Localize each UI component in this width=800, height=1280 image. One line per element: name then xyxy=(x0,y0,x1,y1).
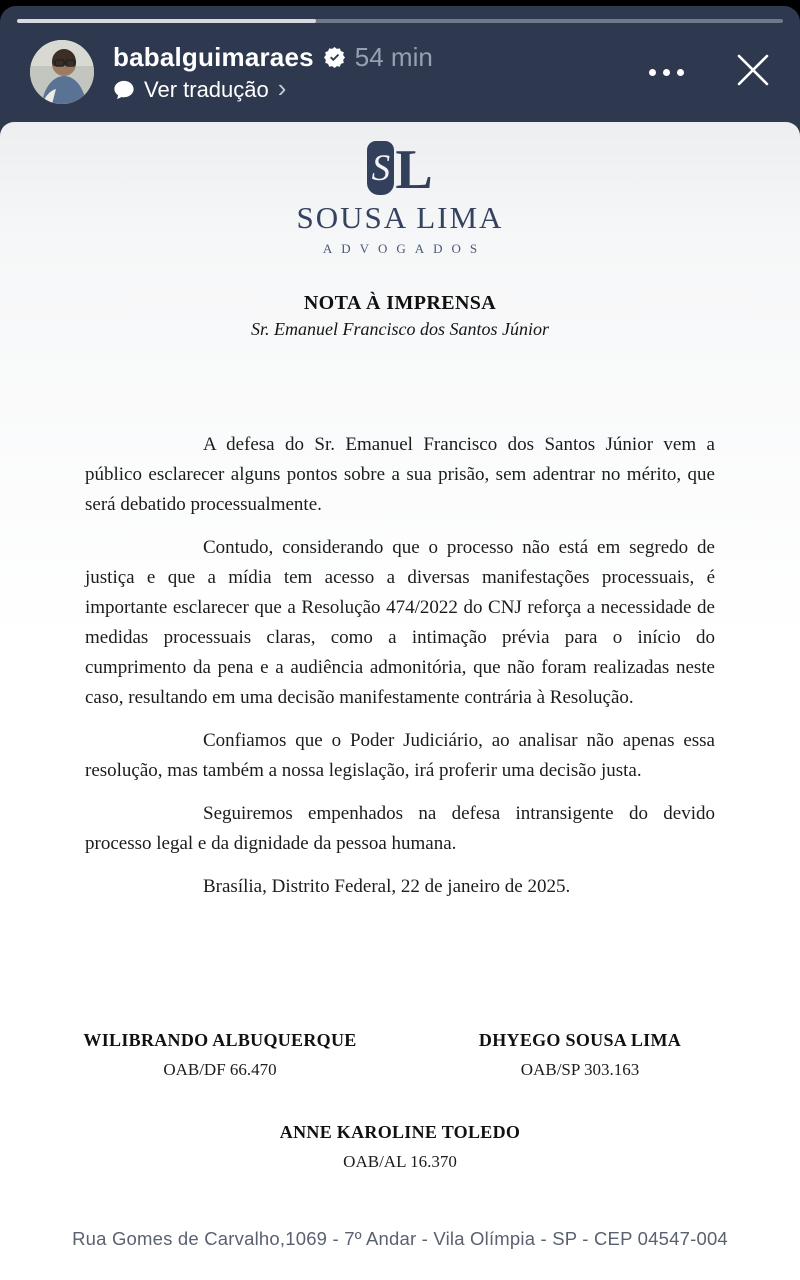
monogram-l: L xyxy=(395,139,433,201)
avatar[interactable] xyxy=(30,40,94,104)
translate-button[interactable] xyxy=(113,72,433,103)
paragraph: Contudo, considerando que o processo não está em segredo de justiça e que a mídia tem acesso a diversas manifestações processuais, é importante esclarecer que a Resolução 474/2022 do CNJ reforça a necessidade de medidas processuais claras, como a intimação prévia para o início do cumprimento da pena e a audiência admonitória, que não foram realizadas neste caso, resultando em uma decisão manifestamente contrária à Resolução. xyxy=(85,537,715,708)
signatures-row xyxy=(40,1030,760,1080)
monogram-s: S xyxy=(367,141,394,195)
close-button[interactable] xyxy=(728,45,778,100)
ellipsis-dot xyxy=(677,69,684,76)
signature-name: DHYEGO SOUSA LIMA xyxy=(478,1030,682,1050)
firm-address: Rua Gomes de Carvalho,1069 - 7º Andar - Vila Olímpia - SP - CEP 04547-004 xyxy=(72,1228,728,1249)
signature-oab: OAB/AL 16.370 xyxy=(343,1152,457,1171)
avatar-photo xyxy=(30,40,94,104)
signature-oab: OAB/SP 303.163 xyxy=(520,1060,640,1079)
firm-subtitle: ADVOGADOS xyxy=(322,241,487,256)
verified-badge-icon xyxy=(324,47,345,68)
more-options-button[interactable] xyxy=(647,59,686,86)
close-x-icon xyxy=(732,49,774,91)
story-header-row xyxy=(30,36,778,108)
translate-label: Ver tradução xyxy=(144,76,269,102)
header-actions xyxy=(647,45,778,100)
firm-name: SOUSA LIMA xyxy=(296,200,504,235)
law-firm-logo xyxy=(0,122,800,257)
document-title: NOTA À IMPRENSA xyxy=(303,292,497,314)
firm-monogram xyxy=(367,138,433,201)
story-progress-bar xyxy=(17,19,783,23)
signature-block xyxy=(400,1030,760,1080)
speech-bubble-icon xyxy=(113,79,135,101)
ellipsis-dot xyxy=(649,69,656,76)
signature-oab: OAB/DF 66.470 xyxy=(163,1060,277,1079)
signature-name: ANNE KAROLINE TOLEDO xyxy=(279,1122,521,1142)
user-block xyxy=(113,42,433,103)
signature-name: WILIBRANDO ALBUQUERQUE xyxy=(83,1030,357,1050)
story-header xyxy=(0,6,800,136)
signature-block xyxy=(40,1030,400,1080)
user-line xyxy=(113,42,433,73)
username[interactable]: babalguimaraes xyxy=(113,41,314,72)
ellipsis-dot xyxy=(663,69,670,76)
paragraph: A defesa do Sr. Emanuel Francisco dos Santos Júnior vem a público esclarecer alguns pontos sobre a sua prisão, sem adentrar no mérito, que será debatido processualmente. xyxy=(85,434,715,515)
signature-block xyxy=(0,1122,800,1172)
press-note-document xyxy=(0,122,800,1280)
story-timestamp: 54 min xyxy=(354,41,433,72)
dateline: Brasília, Distrito Federal, 22 de janeiro de 2025. xyxy=(203,876,571,897)
paragraph: Seguiremos empenhados na defesa intransigente do devido processo legal e da dignidade da pessoa humana. xyxy=(85,803,715,854)
chevron-right-icon: › xyxy=(277,72,287,103)
document-body xyxy=(85,430,715,902)
story-progress-fill xyxy=(17,19,316,23)
document-subject: Sr. Emanuel Francisco dos Santos Júnior xyxy=(251,319,549,339)
paragraph: Confiamos que o Poder Judiciário, ao analisar não apenas essa resolução, mas também a nossa legislação, irá proferir uma decisão justa. xyxy=(85,730,715,781)
